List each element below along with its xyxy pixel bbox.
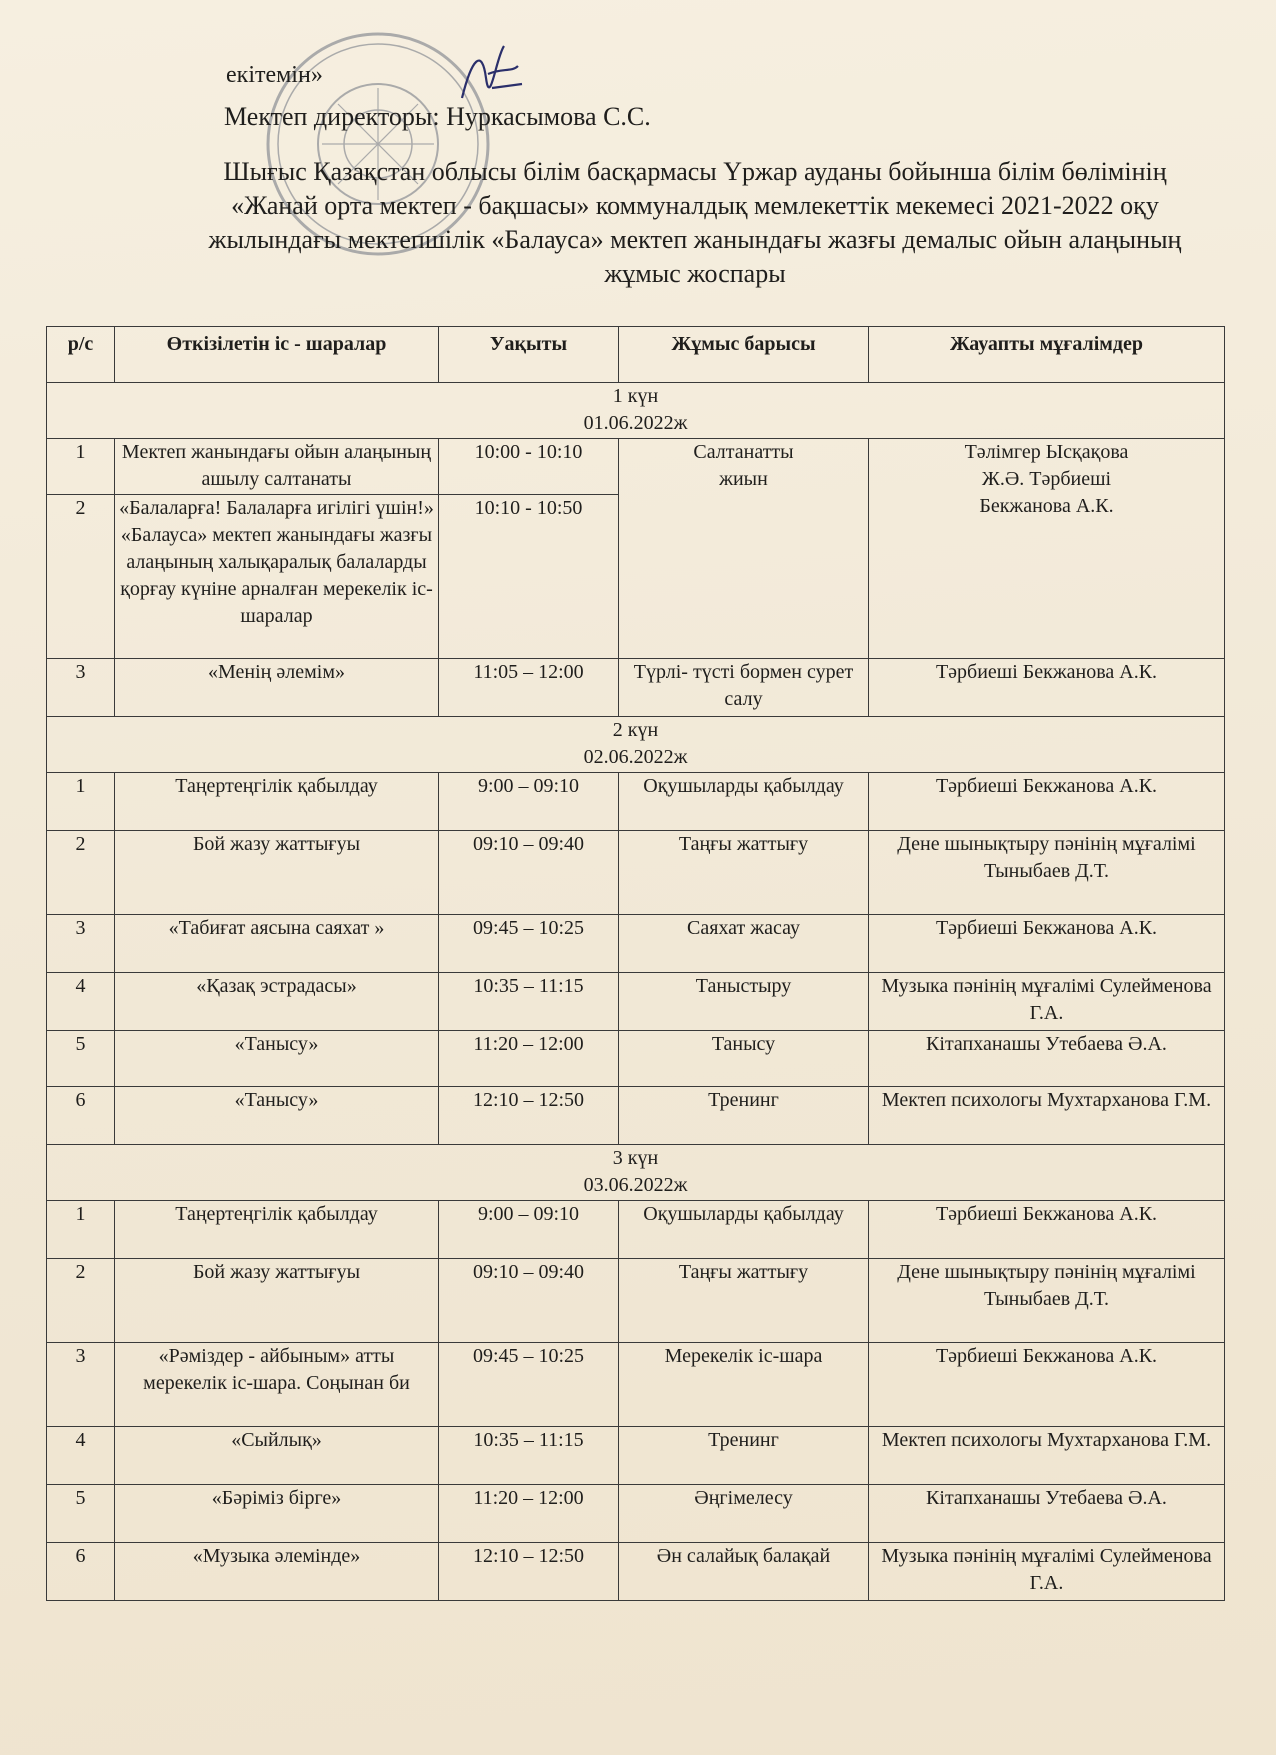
merged-process-text: Салтанатты жиын <box>693 441 794 490</box>
table-row <box>47 659 1225 717</box>
day-header <box>47 717 1225 773</box>
row-process: Оқушыларды қабылдау <box>619 1201 869 1259</box>
row-time: 11:20 – 12:00 <box>439 1031 619 1087</box>
table-row <box>47 439 1225 495</box>
row-event: Бой жазу жаттығуы <box>115 831 439 915</box>
row-event: Бой жазу жаттығуы <box>115 1259 439 1343</box>
row-event: «Табиғат аясына саяхат » <box>115 915 439 973</box>
row-time: 11:20 – 12:00 <box>439 1485 619 1543</box>
row-event: «Менің әлемім» <box>115 659 439 717</box>
row-number: 1 <box>47 1201 115 1259</box>
approval-line: екітемін» <box>226 62 323 88</box>
day-date: 02.06.2022ж <box>583 746 688 768</box>
header-time: Уақыты <box>439 327 619 383</box>
table-row <box>47 1087 1225 1145</box>
row-time: 10:35 – 11:15 <box>439 1427 619 1485</box>
day-date: 03.06.2022ж <box>583 1174 688 1196</box>
row-time: 10:35 – 11:15 <box>439 973 619 1031</box>
row-teacher: Мектеп психологы Мухтарханова Г.М. <box>869 1427 1225 1485</box>
merged-teacher-text: Тәлімгер Ысқақова Ж.Ә. Тәрбиеші Бекжанова А.К. <box>964 441 1129 517</box>
table-row <box>47 1427 1225 1485</box>
row-number: 2 <box>47 495 115 659</box>
row-process: Тренинг <box>619 1427 869 1485</box>
row-process: Түрлі- түсті бормен сурет салу <box>619 659 869 717</box>
row-teacher: Музыка пәнінің мұғалімі Сулейменова Г.А. <box>869 973 1225 1031</box>
row-event: «Танысу» <box>115 1031 439 1087</box>
row-process: Оқушыларды қабылдау <box>619 773 869 831</box>
table-row <box>47 1201 1225 1259</box>
row-event: Таңертеңгілік қабылдау <box>115 1201 439 1259</box>
row-number: 1 <box>47 773 115 831</box>
row-teacher: Тәрбиеші Бекжанова А.К. <box>869 1201 1225 1259</box>
table-row <box>47 1259 1225 1343</box>
row-event: «Қазақ эстрадасы» <box>115 973 439 1031</box>
row-teacher: Тәрбиеші Бекжанова А.К. <box>869 915 1225 973</box>
row-teacher: Дене шынықтыру пәнінің мұғалімі Тыныбаев Д.Т. <box>869 831 1225 915</box>
row-number: 2 <box>47 831 115 915</box>
header-event: Өткізілетін іс - шаралар <box>115 327 439 383</box>
row-teacher: Тәрбиеші Бекжанова А.К. <box>869 773 1225 831</box>
table-header-row <box>47 327 1225 383</box>
document-title: Шығыс Қазақстан облысы білім басқармасы Үржар ауданы бойынша білім бөлімінің «Жанай орта мектеп - бақшасы» коммуналдық мемлекеттік мекемесі 2021-2022 оқу жылындағы мектепшілік «Балауса» мектеп жанындағы жазғы демалыс ойын алаңының жұмыс жоспары <box>208 157 1182 288</box>
table-row <box>47 1343 1225 1427</box>
row-number: 6 <box>47 1543 115 1601</box>
table-row <box>47 1543 1225 1601</box>
day-label: 1 күн <box>612 385 659 407</box>
row-number: 3 <box>47 659 115 717</box>
row-time: 11:05 – 12:00 <box>439 659 619 717</box>
row-event: «Сыйлық» <box>115 1427 439 1485</box>
row-process: Танысу <box>619 1031 869 1087</box>
work-plan-table <box>46 326 1225 1601</box>
table-row <box>47 831 1225 915</box>
row-event: «Танысу» <box>115 1087 439 1145</box>
row-event: Мектеп жанындағы ойын алаңының ашылу салтанаты <box>115 439 439 495</box>
row-process <box>619 439 869 659</box>
row-teacher: Тәрбиеші Бекжанова А.К. <box>869 659 1225 717</box>
row-time: 12:10 – 12:50 <box>439 1543 619 1601</box>
row-number: 3 <box>47 915 115 973</box>
table-row <box>47 915 1225 973</box>
row-number: 1 <box>47 439 115 495</box>
row-event: «Балаларға! Балаларға игілігі үшін!» «Балауса» мектеп жанындағы жазғы алаңының халықаралық балаларды қорғау күніне арналған мерекелік іс-шаралар <box>115 495 439 659</box>
table-row <box>47 773 1225 831</box>
row-number: 3 <box>47 1343 115 1427</box>
row-teacher: Кітапханашы Утебаева Ә.А. <box>869 1485 1225 1543</box>
header-teachers: Жауапты мұғалімдер <box>869 327 1225 383</box>
row-event: «Рәміздер - айбыным» атты мерекелік іс-шара. Соңынан би <box>115 1343 439 1427</box>
row-event: «Бәріміз бірге» <box>115 1485 439 1543</box>
row-event: «Музыка әлемінде» <box>115 1543 439 1601</box>
row-teacher: Музыка пәнінің мұғалімі Сулейменова Г.А. <box>869 1543 1225 1601</box>
day-label: 3 күн <box>612 1147 659 1169</box>
row-process: Ән салайық балақай <box>619 1543 869 1601</box>
day-header <box>47 383 1225 439</box>
row-number: 6 <box>47 1087 115 1145</box>
table-row <box>47 973 1225 1031</box>
day-row <box>47 717 1225 773</box>
row-process: Әңгімелесу <box>619 1485 869 1543</box>
row-number: 4 <box>47 973 115 1031</box>
row-process: Таңғы жаттығу <box>619 831 869 915</box>
day-row <box>47 383 1225 439</box>
day-date: 01.06.2022ж <box>583 412 688 434</box>
table-row <box>47 1031 1225 1087</box>
row-time: 09:45 – 10:25 <box>439 1343 619 1427</box>
row-process: Мерекелік іс-шара <box>619 1343 869 1427</box>
director-line: Мектеп директоры: Нуркасымова С.С. <box>224 102 651 131</box>
row-teacher: Кітапханашы Утебаева Ә.А. <box>869 1031 1225 1087</box>
row-event: Таңертеңгілік қабылдау <box>115 773 439 831</box>
day-label: 2 күн <box>612 719 659 741</box>
header-num: р/с <box>47 327 115 383</box>
row-number: 5 <box>47 1031 115 1087</box>
day-row <box>47 1145 1225 1201</box>
header-process: Жұмыс барысы <box>619 327 869 383</box>
row-teacher: Тәрбиеші Бекжанова А.К. <box>869 1343 1225 1427</box>
row-process: Таныстыру <box>619 973 869 1031</box>
row-number: 5 <box>47 1485 115 1543</box>
row-number: 2 <box>47 1259 115 1343</box>
row-time: 10:10 - 10:50 <box>439 495 619 659</box>
row-time: 12:10 – 12:50 <box>439 1087 619 1145</box>
row-time: 09:10 – 09:40 <box>439 831 619 915</box>
row-time: 10:00 - 10:10 <box>439 439 619 495</box>
row-number: 4 <box>47 1427 115 1485</box>
row-teacher <box>869 439 1225 659</box>
row-process: Саяхат жасау <box>619 915 869 973</box>
row-teacher: Дене шынықтыру пәнінің мұғалімі Тыныбаев Д.Т. <box>869 1259 1225 1343</box>
row-time: 9:00 – 09:10 <box>439 1201 619 1259</box>
table-row <box>47 1485 1225 1543</box>
row-teacher: Мектеп психологы Мухтарханова Г.М. <box>869 1087 1225 1145</box>
row-time: 09:10 – 09:40 <box>439 1259 619 1343</box>
day-header <box>47 1145 1225 1201</box>
row-process: Таңғы жаттығу <box>619 1259 869 1343</box>
row-time: 9:00 – 09:10 <box>439 773 619 831</box>
row-process: Тренинг <box>619 1087 869 1145</box>
row-time: 09:45 – 10:25 <box>439 915 619 973</box>
